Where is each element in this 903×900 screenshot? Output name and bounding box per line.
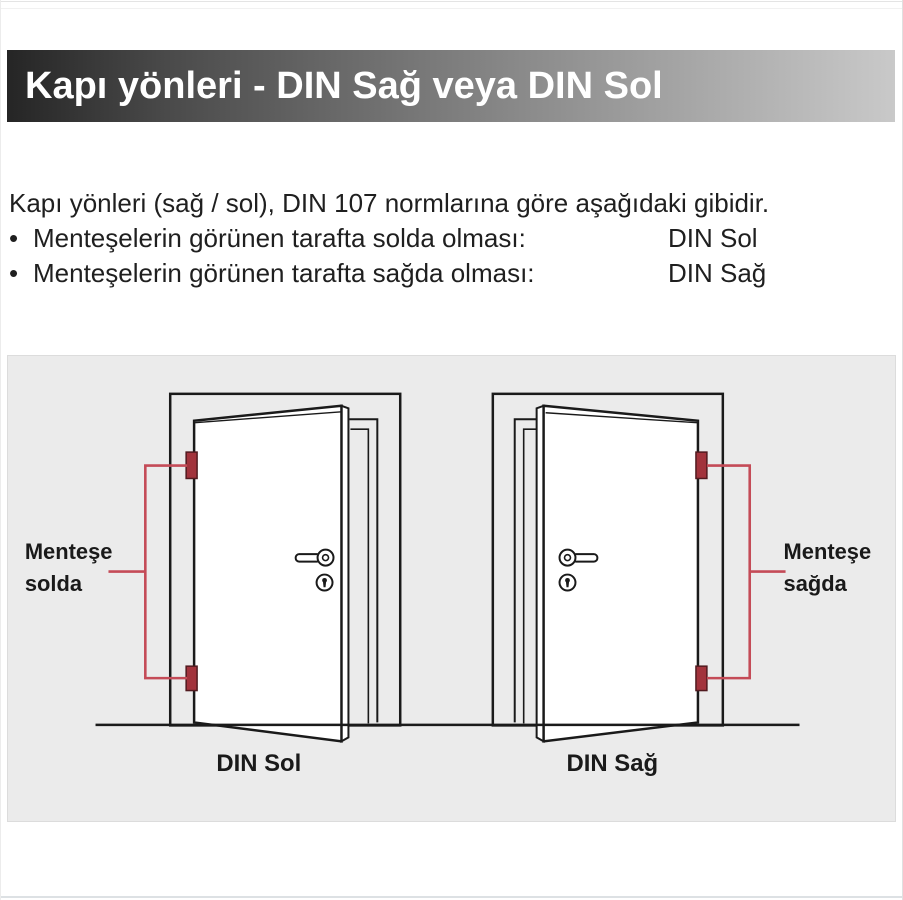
left-door-jamb-outer: [349, 419, 377, 722]
din-sag-diagram: [493, 394, 871, 777]
left-door-jamb-inner: [350, 429, 368, 723]
top-border-line-2: [1, 8, 902, 9]
left-hinge-top: [186, 452, 197, 478]
door-diagram-panel: [7, 355, 896, 822]
title-bar: [7, 50, 895, 122]
left-hinge-bottom: [186, 666, 197, 690]
left-hinge-label-line1: Menteşe: [24, 539, 113, 565]
right-hinge-top: [696, 452, 707, 478]
right-hinge-bottom: [696, 666, 707, 690]
bullet-row-din-sag: [9, 258, 899, 289]
bullet-row-din-sol: [9, 223, 899, 254]
intro-text: Kapı yönleri (sağ / sol), DIN 107 normlarına göre aşağıdaki gibidir.: [9, 188, 770, 218]
right-hinge-label-line1: Menteşe: [783, 539, 872, 565]
left-hinge-label-line2: solda: [24, 570, 83, 596]
bullet-value-din-sol: DIN Sol: [668, 223, 758, 253]
left-hinge-bracket: [108, 466, 187, 679]
right-door-jamb-outer: [515, 419, 539, 722]
bullet-label: Menteşelerin görünen tarafta sağda olması:: [33, 258, 535, 288]
top-border-line: [1, 1, 902, 2]
bullet-label: Menteşelerin görünen tarafta solda olması:: [33, 223, 526, 253]
left-door-caption: DIN Sol: [216, 750, 302, 778]
right-door-caption: DIN Sağ: [566, 750, 659, 778]
right-hinge-label-line2: sağda: [783, 570, 847, 596]
right-keyhole-icon: [560, 575, 576, 591]
bottom-border-line: [1, 896, 902, 898]
right-hinge-bracket: [707, 466, 786, 679]
left-keyhole-icon: [317, 575, 333, 591]
left-door: [194, 406, 341, 742]
bullet-marker: •: [9, 258, 19, 288]
bullet-marker: •: [9, 223, 19, 253]
right-door-jamb-inner: [524, 429, 538, 723]
right-door: [544, 406, 698, 742]
page-title: Kapı yönleri - DIN Sağ veya DIN Sol: [25, 64, 663, 107]
door-diagram-svg: [8, 356, 895, 821]
din-sol-diagram: [25, 394, 400, 777]
bullet-value-din-sag: DIN Sağ: [668, 258, 767, 288]
